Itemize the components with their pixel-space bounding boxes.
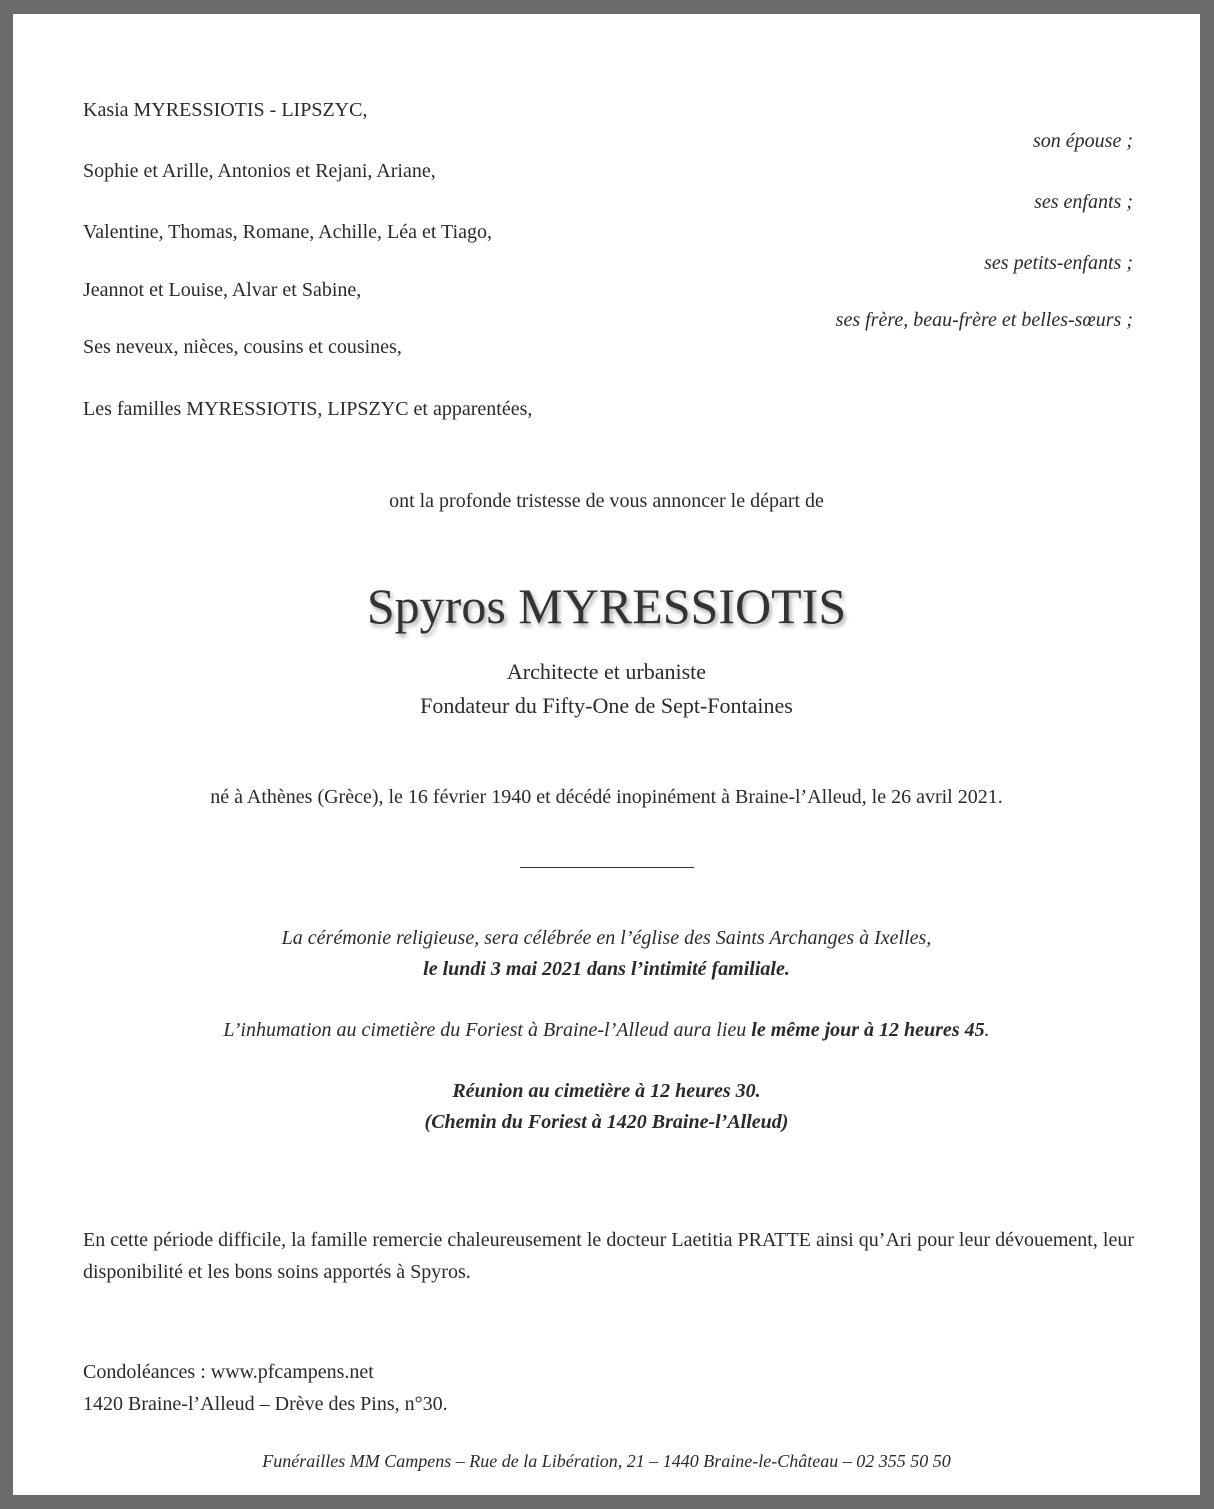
ceremony-date: le lundi 3 mai 2021 dans l’intimité familiale. [423,958,790,980]
family-line-nephews: Ses neveux, nièces, cousins et cousines, [83,336,402,358]
address-line: 1420 Braine-l’Alleud – Drève des Pins, n°30. [83,1393,448,1415]
deceased-name: Spyros MYRESSIOTIS [366,578,847,634]
birth-death-dates: né à Athènes (Grèce), le 16 février 1940 et décédé inopinément à Braine-l’Alleud, le 26 avril 2021. [210,786,1003,808]
role-grandchildren: ses petits-enfants ; [984,252,1133,274]
funeral-home-footer: Funérailles MM Campens – Rue de la Libération, 21 – 1440 Braine-le-Château – 02 355 50 50 [262,1451,951,1471]
deceased-title-profession: Architecte et urbaniste [506,659,707,684]
meeting-address: (Chemin du Foriest à 1420 Braine-l’Alleud) [424,1111,789,1133]
burial-end: . [984,1019,990,1041]
condolences-line: Condoléances : www.pfcampens.net [83,1361,374,1383]
role-children: ses enfants ; [1034,191,1133,213]
family-line-spouse: Kasia MYRESSIOTIS - LIPSZYC, [83,99,368,121]
role-siblings: ses frère, beau-frère et belles-sœurs ; [835,309,1133,331]
family-line-children: Sophie et Arille, Antonios et Rejani, Ariane, [83,160,436,182]
burial-time: le même jour à 12 heures 45 [751,1019,985,1041]
deceased-title-founder: Fondateur du Fifty-One de Sept-Fontaines [420,693,793,718]
announcement-text: ont la profonde tristesse de vous annoncer le départ de [389,490,824,512]
family-line-families: Les familles MYRESSIOTIS, LIPSZYC et apparentées, [83,398,533,420]
family-line-siblings: Jeannot et Louise, Alvar et Sabine, [83,279,362,301]
burial-text: L’inhumation au cimetière du Foriest à Braine-l’Alleud aura lieu [223,1019,752,1041]
thanks-paragraph: En cette période difficile, la famille remercie chaleureusement le docteur Laetitia PRATTE ainsi qu’Ari pour leur dévouement, leur disponibilité et les bons soins apportés à Spyros. [83,1229,1134,1283]
ceremony-location: La cérémonie religieuse, sera célébrée en l’église des Saints Archanges à Ixelles, [281,927,932,949]
burial-info [13,1019,1200,1042]
family-line-grandchildren: Valentine, Thomas, Romane, Achille, Léa et Tiago, [83,221,493,243]
obituary-page [13,14,1200,1495]
role-spouse: son épouse ; [1033,130,1133,152]
separator-line [520,867,694,868]
meeting-time: Réunion au cimetière à 12 heures 30. [452,1080,761,1102]
